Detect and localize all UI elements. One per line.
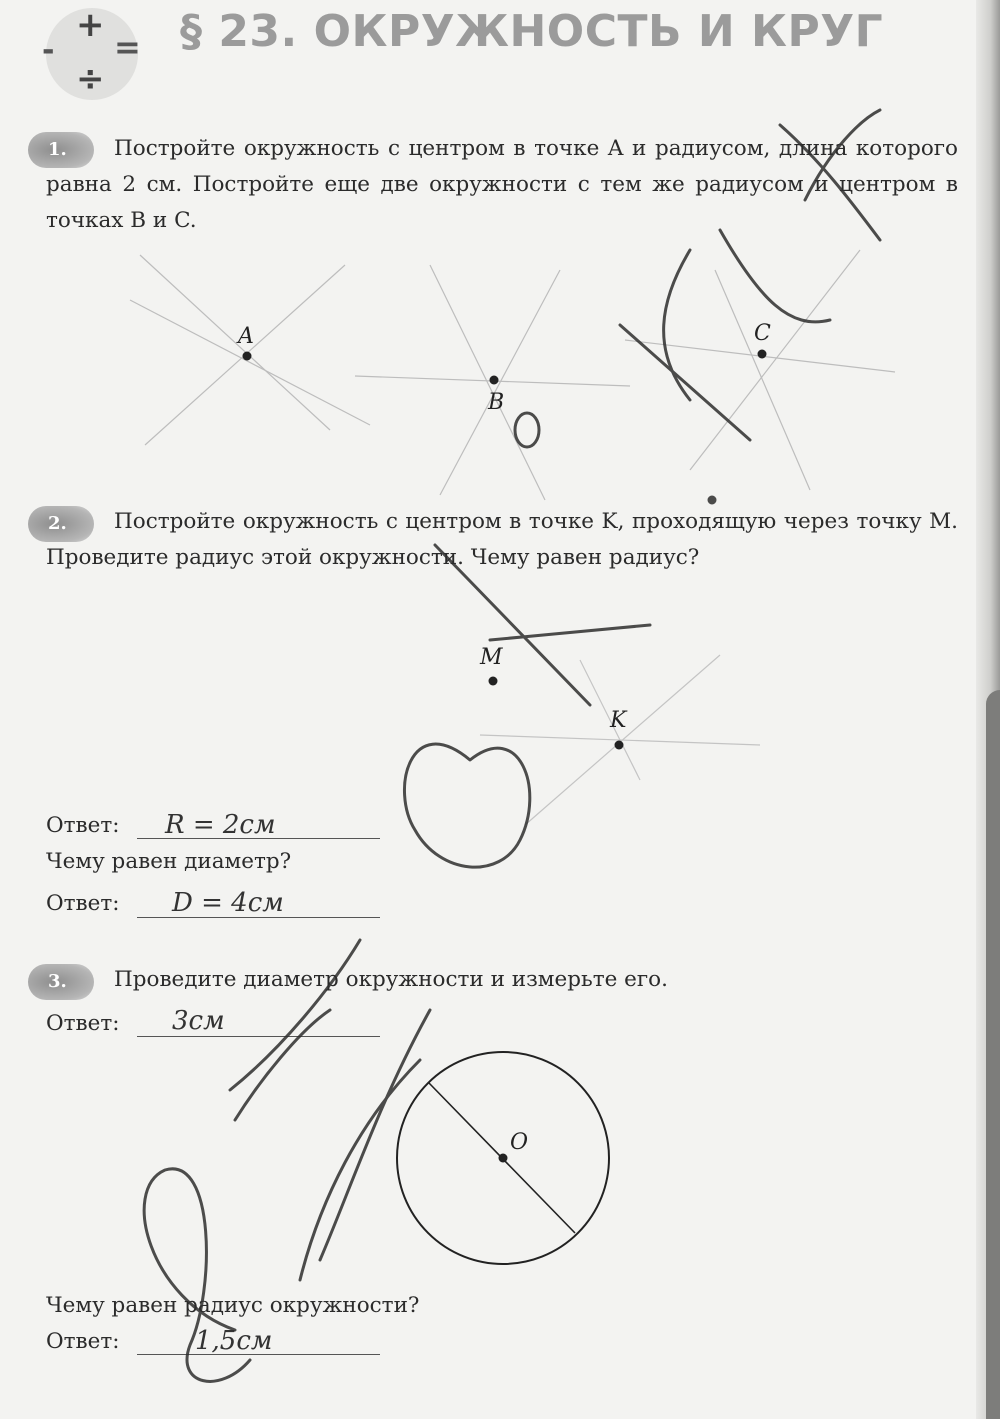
label-point-a: A [238,324,254,349]
task-2-text: Постройте окружность с центром в точке K, проходящую через точку M. Проведите радиус этой окружности. Чему равен радиус? [46,509,958,570]
watermark-stroke-8 [720,230,830,322]
task-3-question-radius: Чему равен радиус окружности? [46,1293,420,1318]
point-c-construction-lines [625,250,895,490]
point-k [615,741,624,750]
task-3-center-point [499,1154,508,1163]
watermark-stroke-7 [620,325,750,440]
point-m [489,677,498,686]
watermark-stroke-10 [805,110,880,200]
watermark-stroke-6 [664,250,690,400]
task-2-answer-handwritten: R = 2см [165,810,276,840]
task-3-answer-label: Ответ: [46,1011,120,1036]
label-point-k: K [610,708,627,733]
task-3-answer-handwritten: 3см [172,1006,225,1036]
label-point-c: C [754,321,771,346]
logo-plus: + [76,8,105,45]
point-a [243,352,252,361]
watermark-stroke-4 [300,1060,420,1280]
task-2-number: 2. [28,506,94,542]
label-point-m: M [480,645,503,670]
watermark-k-stem [435,545,590,705]
logo-equals: = [114,28,141,66]
task-3-number: 3. [28,964,94,1000]
point-k-construction-lines [480,655,760,825]
watermark-letter-o [404,744,529,867]
task-3-answer2-label: Ответ: [46,1329,120,1354]
watermark-small-o [515,413,539,447]
task-2-answer2-handwritten: D = 4см [172,888,284,918]
watermark-loop-1 [144,1169,250,1382]
point-c [758,350,767,359]
point-b [490,376,499,385]
watermark-stroke-9 [780,125,880,240]
handwritten-watermark [144,110,880,1381]
task-3-text: Проведите диаметр окружности и измерьте его. [114,967,668,992]
point-a-construction-lines [130,255,370,445]
logo-minus: - [42,33,55,68]
label-point-b: B [488,390,505,415]
section-title: § 23. ОКРУЖНОСТЬ И КРУГ [180,6,884,57]
watermark-stroke-5 [320,1010,430,1260]
watermark-dot [709,497,715,503]
label-point-o: O [510,1130,529,1155]
task-1-number: 1. [28,132,94,168]
watermark-stroke-2 [230,940,360,1090]
task-2-answer-label: Ответ: [46,813,120,838]
task-2-question-diameter: Чему равен диаметр? [46,849,292,874]
task-2-answer2-label: Ответ: [46,891,120,916]
logo-divide: ÷ [76,59,105,99]
watermark-stroke-3 [235,1010,330,1120]
task-1-text: Постройте окружность с центром в точке A и радиусом, длина которого равна 2 см. Постройте еще две окружности с тем же радиусом и центром в точках B и C. [46,136,958,233]
task-3-answer2-handwritten: 1,5см [195,1326,273,1356]
